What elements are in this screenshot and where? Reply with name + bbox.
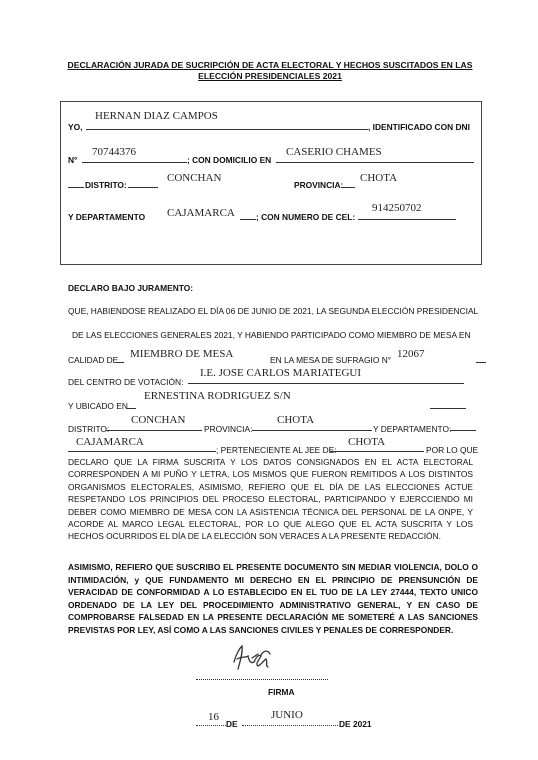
date-day-line — [196, 725, 226, 726]
departamento-label: Y DEPARTAMENTO — [68, 212, 146, 222]
ubicado-pre-line — [126, 408, 136, 409]
provincia-line — [341, 187, 355, 188]
calidad-value: MIEMBRO DE MESA — [130, 348, 234, 360]
decl-provincia-line — [252, 430, 372, 431]
porloque-text: POR LO QUE — [426, 445, 479, 455]
mesa-label: EN LA MESA DE SUFRAGIO N° — [270, 355, 392, 365]
domicilio-label: ; CON DOMICILIO EN — [187, 155, 272, 165]
date-de-1: DE — [226, 719, 238, 729]
date-de-2021: DE 2021 — [339, 719, 372, 729]
name-value: HERNAN DIAZ CAMPOS — [95, 110, 218, 122]
mesa-line — [476, 362, 486, 363]
declaration-body: DECLARO QUE LA FIRMA SUSCRITA Y LOS DATOS CONSIGNADOS EN EL ACTA ELECTORAL CORRESPONDEN A MI PUÑO Y LETRA, LOS MISMOS QUE FUERON REMITIDOS A LOS DISTINTOS ORGANISMOS ELECTORALES, ASIMISMO, REFIERO QUE EL DÍA DE LAS ELECCIONES ACTUE RESPETANDO LOS PRINCIPIOS DEL PROCESO ELECTORAL, PARTICIPANDO Y EJERCCIENDO MI DEBER COMO MIEMBRO DE MESA CON LA ASISTENCIA TÉCNICA DEL PERSONAL DE LA ONPE, Y ACORDE AL MARCO LEGAL ELECTORAL, POR LO QUE ALEGO QUE EL ACTA SUSCRITA Y LOS HECHOS OCURRIDOS EL DÍA DE LA ELECCIÓN SON VERACES A LA PRESENTE REDACCIÓN. — [68, 457, 473, 542]
jee-label: ; PERTENECIENTE AL JEE DE: — [216, 445, 337, 455]
jee-line — [330, 451, 424, 452]
signature-line — [196, 679, 328, 680]
jee-value: CHOTA — [348, 436, 386, 448]
dni-label: , IDENTIFICADO CON DNI — [368, 122, 470, 132]
cel-label: ; CON NUMERO DE CEL: — [256, 212, 356, 222]
dni-value: 70744376 — [92, 146, 136, 158]
decl-departamento-label: Y DEPARTAMENTO: — [373, 424, 452, 434]
centro-value: I.E. JOSE CARLOS MARIATEGUI — [200, 367, 362, 379]
provincia-label: PROVINCIA: — [294, 180, 344, 190]
ubicado-post-line — [430, 408, 466, 409]
dni-line — [82, 162, 187, 163]
decl-departamento-value: CAJAMARCA — [76, 436, 144, 448]
declaration-line-1: QUE, HABIENDOSE REALIZADO EL DÍA 06 DE JUNIO DE 2021, LA SEGUNDA ELECCIÓN PRESIDENCIAL — [68, 306, 479, 316]
provincia-value: CHOTA — [360, 172, 398, 184]
cel-line — [358, 219, 456, 220]
domicilio-value: CASERIO CHAMES — [286, 146, 382, 158]
departamento-line — [240, 219, 256, 220]
cel-value: 914250702 — [372, 202, 422, 214]
handwritten-signature — [228, 642, 276, 676]
date-month: JUNIO — [271, 709, 303, 721]
calidad-label: CALIDAD DE — [68, 355, 119, 365]
name-line — [86, 129, 368, 130]
decl-distrito-line — [106, 430, 202, 431]
decl-distrito-value: CONCHAN — [131, 414, 186, 426]
ubicado-value: ERNESTINA RODRIGUEZ S/N — [144, 390, 291, 402]
mesa-value: 12067 — [397, 348, 425, 360]
declaration-line-2: DE LAS ELECCIONES GENERALES 2021, Y HABIENDO PARTICIPADO COMO MIEMBRO DE MESA EN — [72, 330, 471, 340]
document-title — [60, 60, 480, 82]
decl-distrito-label: DISTRITO: — [68, 424, 110, 434]
title-line-1: DECLARACIÓN JURADA DE SUCRIPCIÓN DE ACTA ELECTORAL Y HECHOS SUSCITADOS EN LAS — [67, 60, 473, 70]
distrito-pre-line — [68, 187, 84, 188]
decl-provincia-value: CHOTA — [277, 414, 315, 426]
declaration-heading: DECLARO BAJO JURAMENTO: — [68, 283, 194, 293]
title-line-2: ELECCIÓN PRESIDENCIALES 2021 — [198, 71, 342, 81]
closing-paragraph: ASIMISMO, REFIERO QUE SUSCRIBO EL PRESENTE DOCUMENTO SIN MEDIAR VIOLENCIA, DOLO O INTIMIDACIÓN, y QUE FUNDAMENTO MI DERECHO EN EL PRINCIPIO DE PRENSUNCIÓN DE VERACIDAD DE CONFORMIDAD A LO ESTABLECIDO EN EL TUO DE LA LEY 27444, TEXTO UNICO ORDENADO DE LA LEY DEL PROCEDIMIENTO ADMINISTRATIVO GENERAL, Y EN CASO DE COMPROBARSE FALSEDAD EN LA PRESENTE DECLARACIÓN ME SOMETERÉ A LAS SANCIONES PREVISTAS POR LEY, ASÍ COMO A LAS SANCIONES CIVILES Y PENALES DE CORRESPONDER. — [68, 562, 478, 635]
centro-line — [188, 383, 464, 384]
distrito-label: DISTRITO: — [85, 180, 127, 190]
decl-departamento-line — [450, 430, 476, 431]
departamento-value: CAJAMARCA — [167, 207, 235, 219]
yo-label: YO, — [68, 122, 83, 132]
distrito-post-line — [128, 187, 158, 188]
centro-label: DEL CENTRO DE VOTACIÓN: — [68, 377, 184, 387]
date-month-line — [242, 725, 338, 726]
departamento-fill-line — [68, 451, 216, 452]
domicilio-line — [276, 162, 474, 163]
n-label: N° — [68, 155, 78, 165]
calidad-pre-line — [116, 362, 124, 363]
distrito-value: CONCHAN — [167, 172, 222, 184]
firma-label: FIRMA — [268, 687, 295, 697]
date-day: 16 — [208, 711, 219, 723]
ubicado-label: Y UBICADO EN — [68, 401, 128, 411]
decl-provincia-label: PROVINCIA: — [204, 424, 253, 434]
